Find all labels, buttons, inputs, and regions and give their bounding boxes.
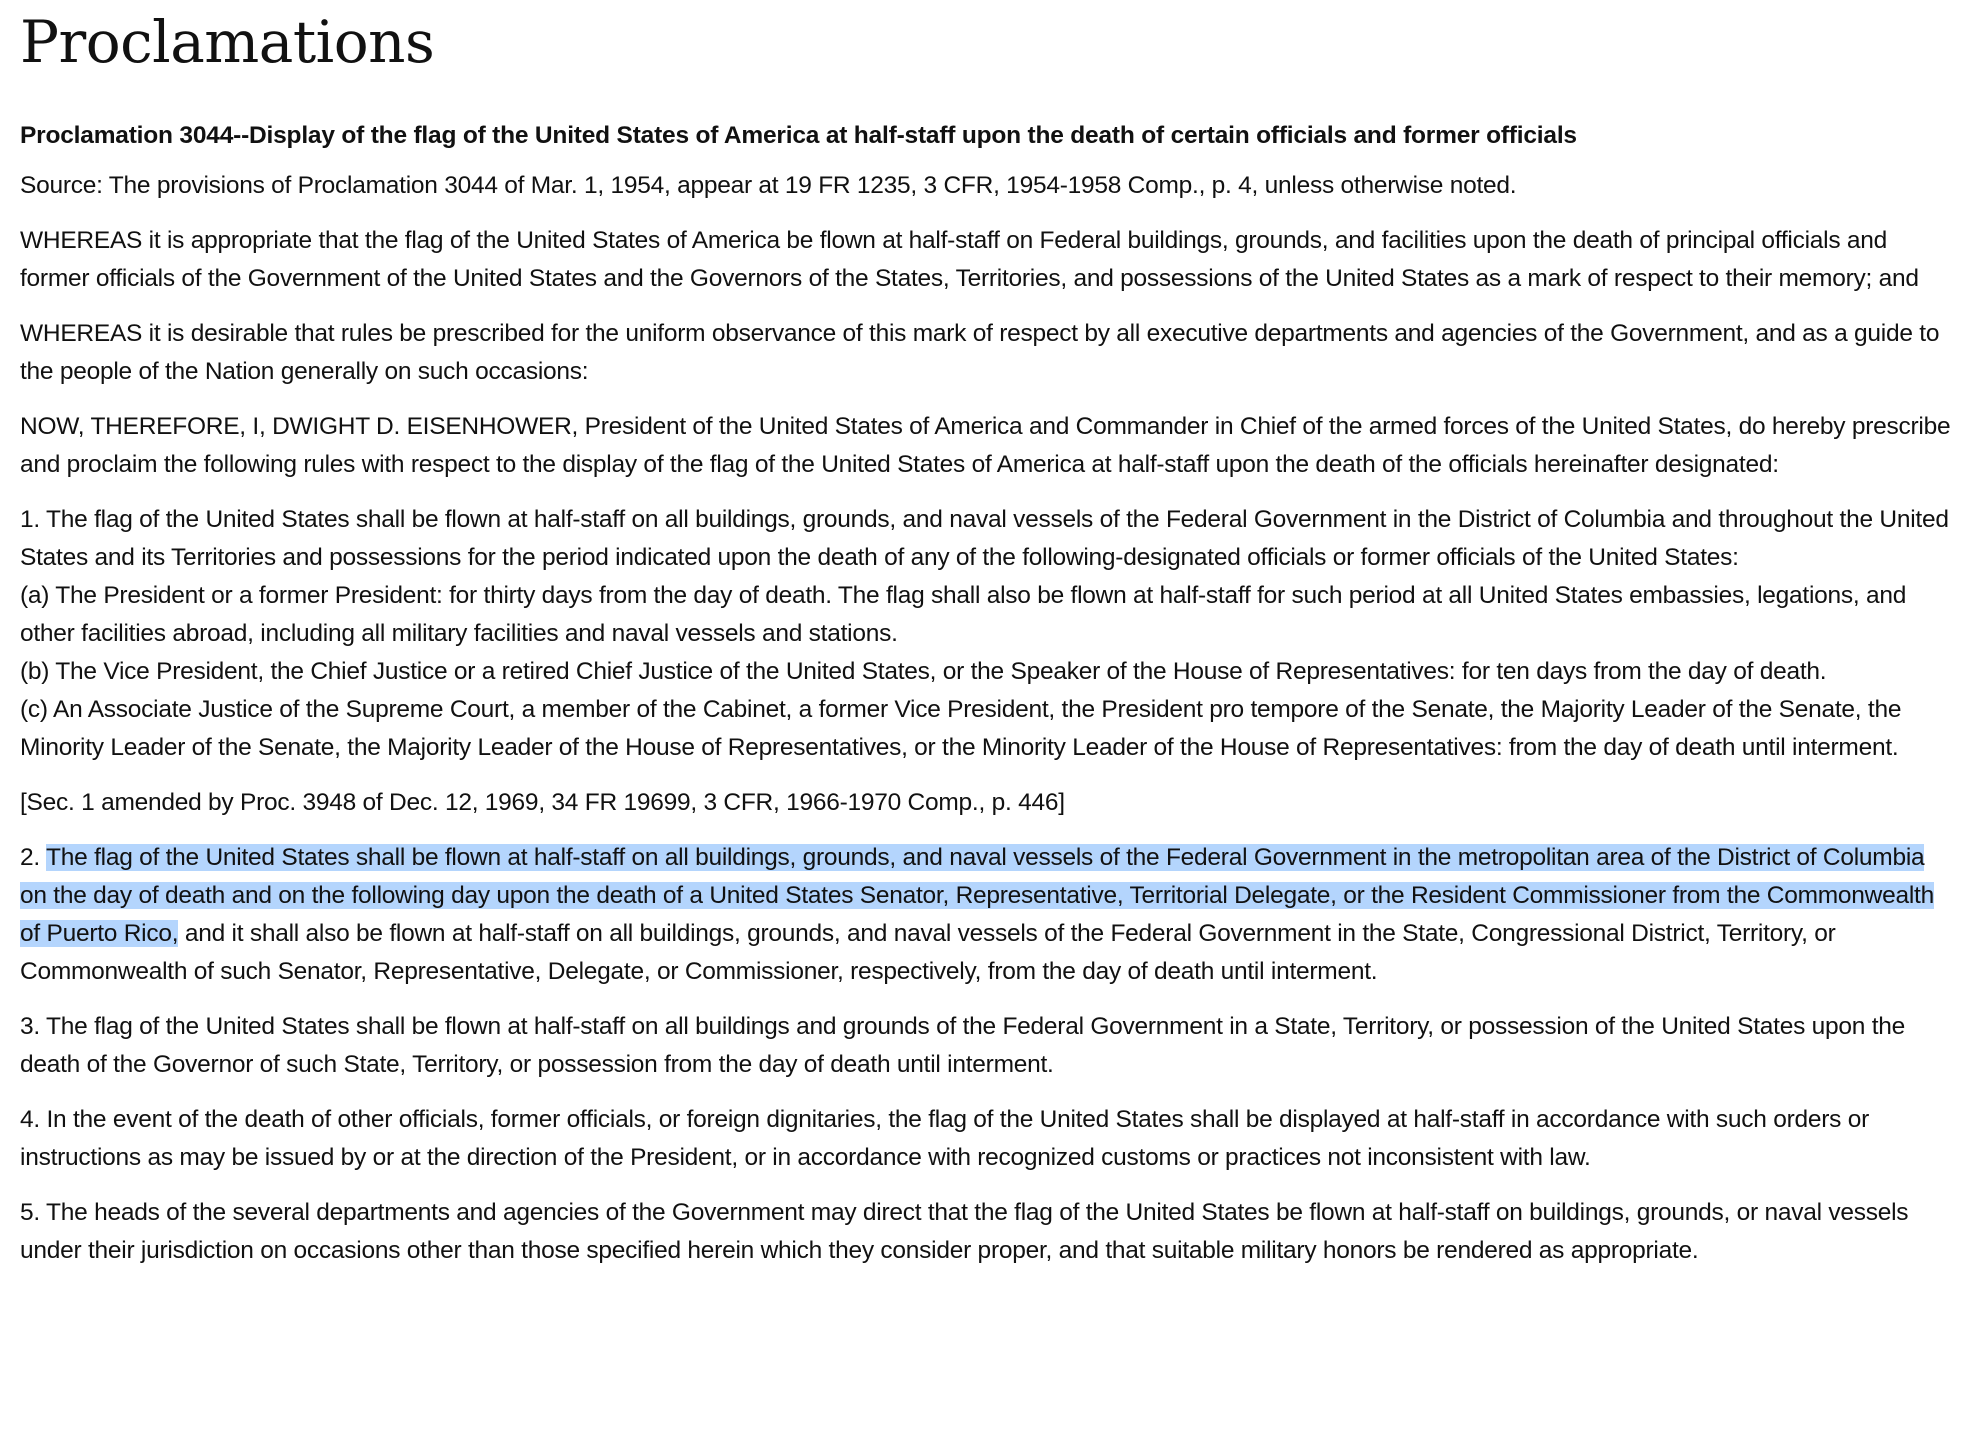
section-2[interactable] bbox=[20, 839, 1952, 991]
section-2-number: 2. bbox=[20, 844, 47, 871]
section-4: 4. In the event of the death of other officials, former officials, or foreign dignitaries, the flag of the United States shall be displayed at half-staff in accordance with such orders or instructions as may be issued by or at the direction of the President, or in accordance with recognized customs or practices not inconsistent with law. bbox=[20, 1106, 1869, 1171]
section-1-item-c: (c) An Associate Justice of the Supreme Court, a member of the Cabinet, a former Vice President, the President pro tempore of the Senate, the Majority Leader of the Senate, the Minority Leader of the Senate, the Majority Leader of the House of Representatives, or the Minority Leader of the House of Representatives: from the day of death until interment. bbox=[20, 696, 1902, 761]
section-1-intro: 1. The flag of the United States shall be flown at half-staff on all buildings, grounds, and naval vessels of the Federal Government in the District of Columbia and throughout the United States and its Territories and possessions for the period indicated upon the death of any of the following-designated officials or former officials of the United States: bbox=[20, 506, 1949, 571]
selected-text[interactable]: The flag of the United States shall be flown at half-staff on all buildings, grounds, and naval vessels of the Federal Government in the metropolitan area of the District of Columbia on the day of death and on the following day upon the death of a United States Senator, Representative, Territorial Delegate, or the Resident Commissioner from the Commonwealth of Puerto Rico, bbox=[20, 844, 1934, 947]
section-2-rest: and it shall also be flown at half-staff on all buildings, grounds, and naval vessels of the Federal Government in the State, Congressional District, Territory, or Commonwealth of such Senator, Representative, Delegate, or Commissioner, respectively, from the day of death until interment. bbox=[20, 920, 1836, 985]
section-3: 3. The flag of the United States shall be flown at half-staff on all buildings and grounds of the Federal Government in a State, Territory, or possession of the United States upon the death of the Governor of such State, Territory, or possession from the day of death until interment. bbox=[20, 1013, 1906, 1078]
section-1 bbox=[20, 501, 1952, 767]
source-note: Source: The provisions of Proclamation 3044 of Mar. 1, 1954, appear at 19 FR 1235, 3 CFR, 1954-1958 Comp., p. 4, unless otherwise noted. bbox=[20, 172, 1517, 199]
section-1-item-a: (a) The President or a former President: for thirty days from the day of death. The flag shall also be flown at half-staff for such period at all United States embassies, legations, and other facilities abroad, including all military facilities and naval vessels and stations. bbox=[20, 582, 1907, 647]
whereas-paragraph-2: WHEREAS it is desirable that rules be prescribed for the uniform observance of this mark of respect by all executive departments and agencies of the Government, and as a guide to the people of the Nation generally on such occasions: bbox=[20, 320, 1940, 385]
section-1-item-b: (b) The Vice President, the Chief Justice or a retired Chief Justice of the United States, or the Speaker of the House of Representatives: for ten days from the day of death. bbox=[20, 658, 1827, 685]
amendment-note: [Sec. 1 amended by Proc. 3948 of Dec. 12, 1969, 34 FR 19699, 3 CFR, 1966-1970 Comp., p. 446] bbox=[20, 789, 1065, 816]
now-therefore-paragraph: NOW, THEREFORE, I, DWIGHT D. EISENHOWER, President of the United States of America and Commander in Chief of the armed forces of the United States, do hereby prescribe and proclaim the following rules with respect to the display of the flag of the United States of America at half-staff upon the death of the officials hereinafter designated: bbox=[20, 413, 1951, 478]
section-5: 5. The heads of the several departments and agencies of the Government may direct that the flag of the United States be flown at half-staff on buildings, grounds, or naval vessels under their jurisdiction on occasions other than those specified herein which they consider proper, and that suitable military honors be rendered as appropriate. bbox=[20, 1199, 1909, 1264]
whereas-paragraph-1: WHEREAS it is appropriate that the flag of the United States of America be flown at half-staff on Federal buildings, grounds, and facilities upon the death of principal officials and former officials of the Government of the United States and the Governors of the States, Territories, and possessions of the United States as a mark of respect to their memory; and bbox=[20, 227, 1919, 292]
proclamation-title: Proclamation 3044--Display of the flag of the United States of America at half-staff upon the death of certain officials and former officials bbox=[20, 122, 1577, 149]
page-heading: Proclamations bbox=[20, 8, 435, 76]
